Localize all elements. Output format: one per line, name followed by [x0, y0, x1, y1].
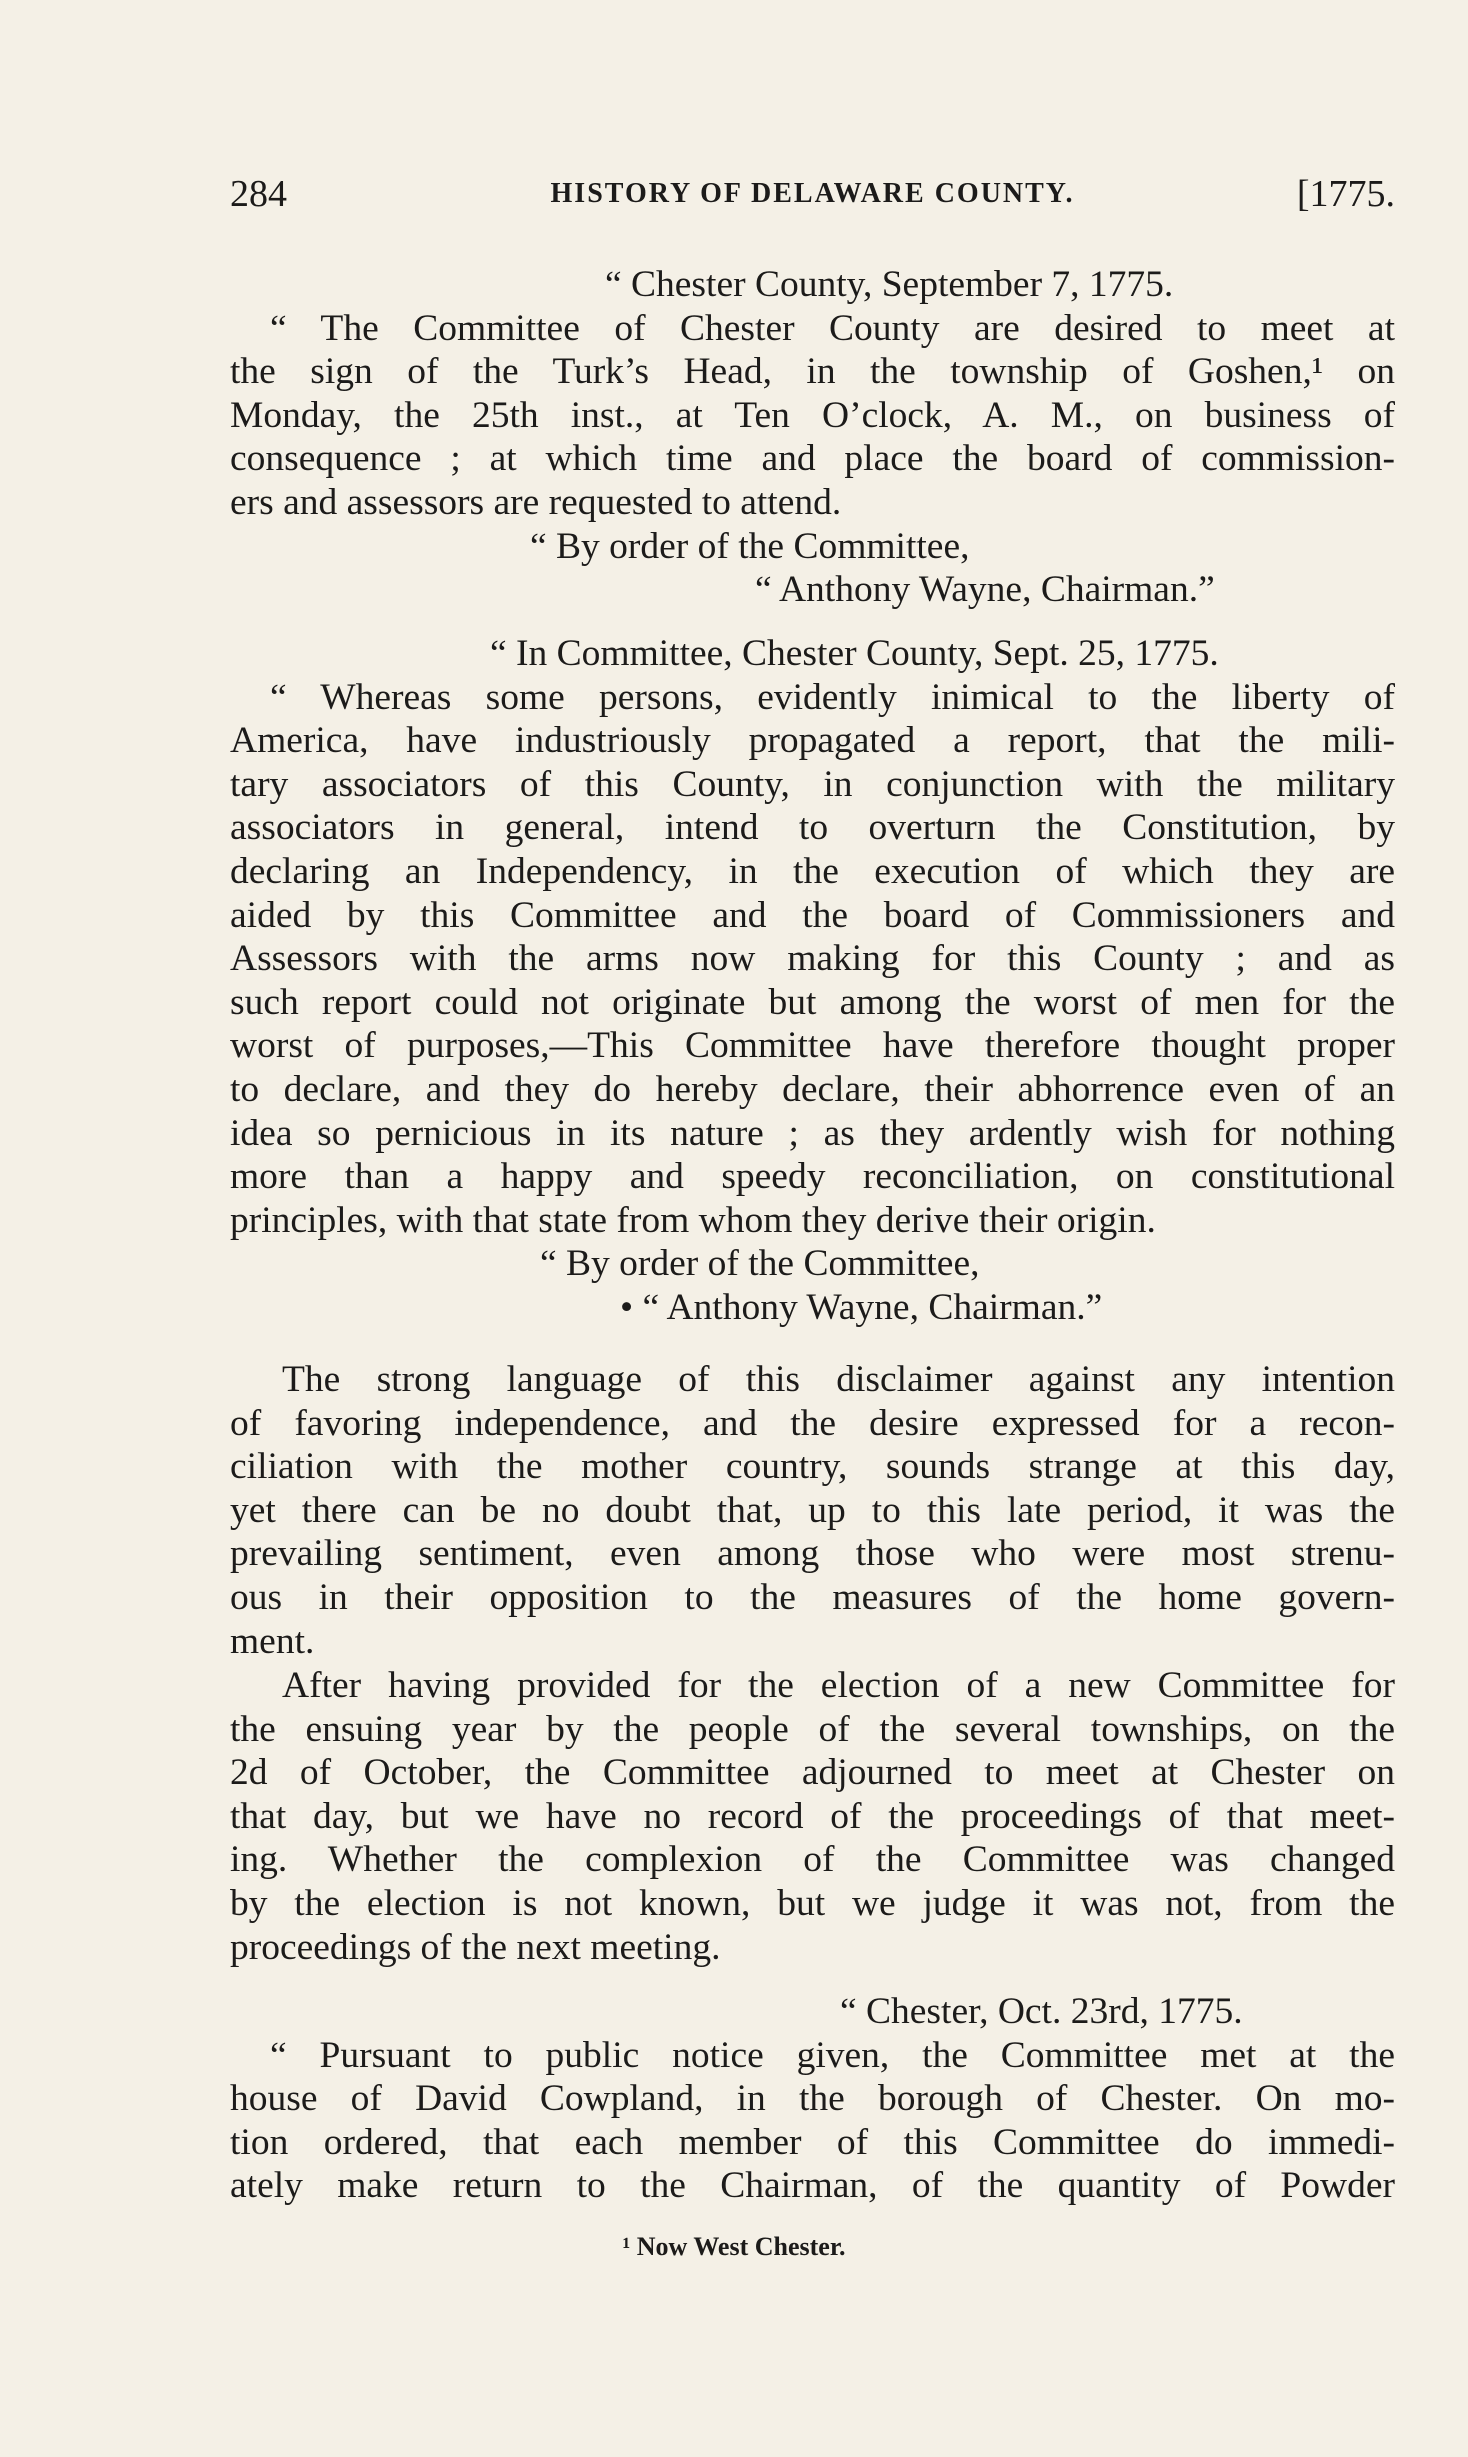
footnote: ¹ Now West Chester. [622, 2232, 846, 2261]
text-line: proceedings of the next meeting. [230, 1926, 721, 1968]
signature-name: • “ Anthony Wayne, Chairman.” [620, 1286, 1103, 1328]
text-line: ing. Whether the complexion of the Committee was changed [230, 1839, 1395, 1881]
text-line: worst of purposes,—This Committee have therefore thought proper [230, 1025, 1395, 1067]
page-header [230, 172, 1395, 222]
text-line: associators in general, intend to overturn the Constitution, by [230, 807, 1395, 849]
narrative-paragraph-1 [230, 1358, 1395, 1663]
text-line: the sign of the Turk’s Head, in the township of Goshen,¹ on [230, 351, 1395, 393]
dateline: “ Chester, Oct. 23rd, 1775. [840, 1991, 1243, 2032]
text-line: The strong language of this disclaimer against any intention [282, 1359, 1395, 1400]
text-line: of favoring independence, and the desire expressed for a recon- [230, 1402, 1395, 1444]
dateline: “ In Committee, Chester County, Sept. 25, 1775. [490, 633, 1219, 674]
text-line: the ensuing year by the people of the several townships, on the [230, 1708, 1395, 1750]
text-line: ers and assessors are requested to attend. [230, 481, 842, 523]
text-line: declaring an Independency, in the execution of which they are [230, 850, 1395, 892]
text-line: consequence ; at which time and place the board of commission- [230, 438, 1395, 480]
text-line: house of David Cowpland, in the borough of Chester. On mo- [230, 2078, 1395, 2120]
text-line: ciliation with the mother country, sounds strange at this day, [230, 1446, 1395, 1488]
text-line: “ The Committee of Chester County are desired to meet at [270, 307, 1395, 349]
text-line: such report could not originate but among the worst of men for the [230, 981, 1395, 1023]
text-line: America, have industriously propagated a report, that the mili- [230, 720, 1395, 762]
running-head: HISTORY OF DELAWARE COUNTY. [550, 178, 1075, 209]
resolution-sept-25 [230, 632, 1395, 1330]
text-line: idea so pernicious in its nature ; as they ardently wish for nothing [230, 1112, 1395, 1154]
signature-line: “ By order of the Committee, [530, 525, 970, 567]
text-line: “ Pursuant to public notice given, the Committee met at the [270, 2034, 1395, 2076]
text-line: by the election is not known, but we judge it was not, from the [230, 1882, 1395, 1924]
notice-sept-7 [230, 263, 1395, 612]
text-line: aided by this Committee and the board of Commissioners and [230, 894, 1395, 936]
record-oct-23 [230, 1990, 1395, 2208]
text-line: “ Whereas some persons, evidently inimical to the liberty of [270, 676, 1395, 718]
page-number: 284 [230, 173, 287, 215]
text-line: Monday, the 25th inst., at Ten O’clock, A. M., on business of [230, 394, 1395, 436]
text-line: Assessors with the arms now making for this County ; and as [230, 938, 1395, 980]
text-line: tion ordered, that each member of this Committee do immedi- [230, 2121, 1395, 2163]
text-line: that day, but we have no record of the proceedings of that meet- [230, 1795, 1395, 1837]
header-year: [1775. [1296, 173, 1395, 215]
dateline: “ Chester County, September 7, 1775. [605, 264, 1174, 305]
text-line: to declare, and they do hereby declare, their abhorrence even of an [230, 1068, 1395, 1110]
text-line: 2d of October, the Committee adjourned to meet at Chester on [230, 1752, 1395, 1794]
narrative-paragraph-2 [230, 1664, 1395, 1969]
signature-name: “ Anthony Wayne, Chairman.” [755, 569, 1215, 611]
text-line: prevailing sentiment, even among those who were most strenu- [230, 1533, 1395, 1575]
text-line: tary associators of this County, in conjunction with the military [230, 763, 1395, 805]
text-line: principles, with that state from whom they derive their origin. [230, 1199, 1156, 1241]
signature-line: “ By order of the Committee, [540, 1243, 980, 1285]
text-line: ment. [230, 1620, 315, 1662]
text-line: After having provided for the election of a new Committee for [282, 1665, 1395, 1706]
text-line: more than a happy and speedy reconciliation, on constitutional [230, 1156, 1395, 1198]
text-line: ately make return to the Chairman, of the quantity of Powder [230, 2165, 1395, 2207]
text-line: ous in their opposition to the measures of the home govern- [230, 1576, 1395, 1618]
text-line: yet there can be no doubt that, up to this late period, it was the [230, 1489, 1395, 1531]
